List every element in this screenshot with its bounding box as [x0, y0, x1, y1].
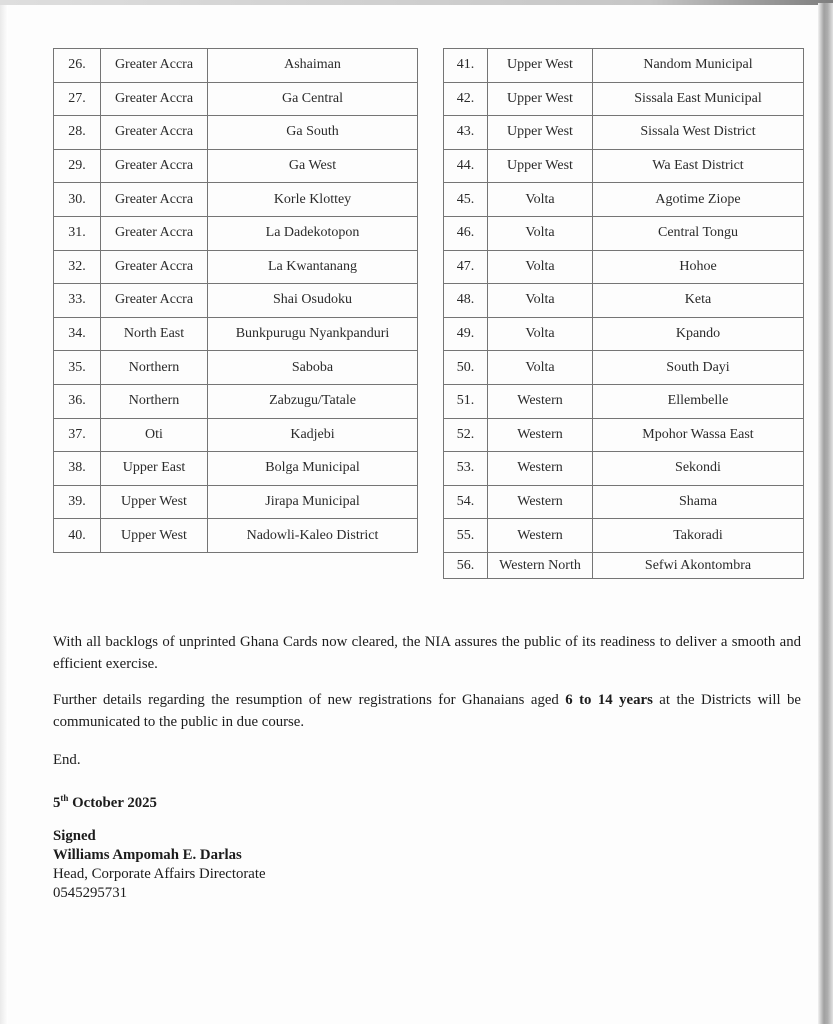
table-row	[444, 82, 804, 116]
table-row	[444, 284, 804, 318]
row-number-cell: 43.	[444, 116, 488, 150]
region-cell: Greater Accra	[101, 82, 208, 116]
region-cell: Volta	[488, 351, 593, 385]
district-cell: Ashaiman	[208, 49, 418, 83]
region-cell: Greater Accra	[101, 149, 208, 183]
district-cell: Ga Central	[208, 82, 418, 116]
row-number-cell: 30.	[54, 183, 101, 217]
row-number-cell: 26.	[54, 49, 101, 83]
region-cell: Western	[488, 384, 593, 418]
row-number-cell: 31.	[54, 216, 101, 250]
district-cell: Ga West	[208, 149, 418, 183]
row-number-cell: 55.	[444, 519, 488, 553]
row-number-cell: 36.	[54, 384, 101, 418]
table-row	[444, 216, 804, 250]
row-number-cell: 29.	[54, 149, 101, 183]
district-cell: Nadowli-Kaleo District	[208, 519, 418, 553]
table-row	[444, 552, 804, 579]
region-cell: Volta	[488, 183, 593, 217]
row-number-cell: 42.	[444, 82, 488, 116]
table-row	[54, 418, 418, 452]
date-month-year: October 2025	[68, 794, 157, 811]
district-cell: Zabzugu/Tatale	[208, 384, 418, 418]
row-number-cell: 38.	[54, 452, 101, 486]
table-row	[444, 49, 804, 83]
row-number-cell: 37.	[54, 418, 101, 452]
region-cell: Western	[488, 452, 593, 486]
row-number-cell: 27.	[54, 82, 101, 116]
date-line	[53, 788, 801, 814]
districts-table-right	[443, 48, 804, 579]
district-cell: Shama	[593, 485, 804, 519]
district-cell: Nandom Municipal	[593, 49, 804, 83]
district-cell: Bunkpurugu Nyankpanduri	[208, 317, 418, 351]
region-cell: Greater Accra	[101, 183, 208, 217]
row-number-cell: 34.	[54, 317, 101, 351]
district-cell: Jirapa Municipal	[208, 485, 418, 519]
table-row	[444, 351, 804, 385]
age-range-emphasis: 6 to 14 years	[565, 692, 653, 708]
region-cell: Upper West	[101, 519, 208, 553]
district-cell: Mpohor Wassa East	[593, 418, 804, 452]
region-cell: Upper West	[101, 485, 208, 519]
district-cell: Sefwi Akontombra	[593, 552, 804, 579]
table-row	[54, 452, 418, 486]
row-number-cell: 53.	[444, 452, 488, 486]
region-cell: Greater Accra	[101, 284, 208, 318]
table-row	[444, 418, 804, 452]
date-ordinal-suffix: th	[60, 793, 69, 803]
signed-label: Signed	[53, 828, 96, 844]
table-row	[54, 519, 418, 553]
district-cell: Hohoe	[593, 250, 804, 284]
table-row	[444, 116, 804, 150]
region-cell: Upper West	[488, 116, 593, 150]
district-cell: Takoradi	[593, 519, 804, 553]
region-cell: Northern	[101, 351, 208, 385]
photo-edge-top	[0, 0, 833, 5]
row-number-cell: 54.	[444, 485, 488, 519]
region-cell: Upper West	[488, 49, 593, 83]
paragraph-text: Further details regarding the resumption of new registrations for Ghanaians aged	[53, 692, 566, 708]
region-cell: Upper East	[101, 452, 208, 486]
row-number-cell: 46.	[444, 216, 488, 250]
table-row	[54, 250, 418, 284]
district-cell: Wa East District	[593, 149, 804, 183]
row-number-cell: 51.	[444, 384, 488, 418]
region-cell: Western North	[488, 552, 593, 579]
table-row	[54, 485, 418, 519]
district-cell: Bolga Municipal	[208, 452, 418, 486]
district-cell: Keta	[593, 284, 804, 318]
district-cell: Korle Klottey	[208, 183, 418, 217]
district-cell: Kpando	[593, 317, 804, 351]
date-day: 5	[53, 794, 61, 811]
row-number-cell: 40.	[54, 519, 101, 553]
row-number-cell: 28.	[54, 116, 101, 150]
signature-block	[53, 827, 801, 903]
region-cell: Greater Accra	[101, 250, 208, 284]
row-number-cell: 56.	[444, 552, 488, 579]
region-cell: Volta	[488, 250, 593, 284]
table-row	[54, 384, 418, 418]
row-number-cell: 33.	[54, 284, 101, 318]
district-cell: La Kwantanang	[208, 250, 418, 284]
table-row	[54, 216, 418, 250]
district-cell: Ga South	[208, 116, 418, 150]
table-row	[444, 317, 804, 351]
table-row	[54, 82, 418, 116]
region-cell: Upper West	[488, 82, 593, 116]
row-number-cell: 41.	[444, 49, 488, 83]
row-number-cell: 50.	[444, 351, 488, 385]
districts-table-left	[53, 48, 418, 553]
region-cell: Volta	[488, 317, 593, 351]
region-cell: Greater Accra	[101, 116, 208, 150]
end-marker: End.	[53, 752, 81, 768]
row-number-cell: 48.	[444, 284, 488, 318]
table-row	[54, 351, 418, 385]
table-row	[54, 284, 418, 318]
table-row	[54, 317, 418, 351]
table-row	[444, 250, 804, 284]
row-number-cell: 47.	[444, 250, 488, 284]
district-cell: Agotime Ziope	[593, 183, 804, 217]
row-number-cell: 49.	[444, 317, 488, 351]
district-cell: Shai Osudoku	[208, 284, 418, 318]
district-cell: Kadjebi	[208, 418, 418, 452]
table-row	[54, 149, 418, 183]
table-row	[444, 183, 804, 217]
table-row	[444, 485, 804, 519]
district-cell: La Dadekotopon	[208, 216, 418, 250]
photo-edge-right	[818, 3, 833, 1024]
table-row	[444, 519, 804, 553]
signatory-name: Williams Ampomah E. Darlas	[53, 847, 242, 863]
table-row	[54, 49, 418, 83]
district-cell: Ellembelle	[593, 384, 804, 418]
district-cell: Saboba	[208, 351, 418, 385]
table-row	[444, 452, 804, 486]
body-paragraph-backlogs: With all backlogs of unprinted Ghana Cards now cleared, the NIA assures the public of its readiness to deliver a smooth and efficient exercise.	[53, 634, 801, 672]
region-cell: Northern	[101, 384, 208, 418]
photo-edge-left	[0, 5, 8, 1024]
row-number-cell: 52.	[444, 418, 488, 452]
region-cell: Western	[488, 485, 593, 519]
row-number-cell: 44.	[444, 149, 488, 183]
table-row	[444, 384, 804, 418]
district-cell: Central Tongu	[593, 216, 804, 250]
row-number-cell: 39.	[54, 485, 101, 519]
table-row	[54, 183, 418, 217]
region-cell: Western	[488, 519, 593, 553]
region-cell: Greater Accra	[101, 49, 208, 83]
district-cell: Sissala West District	[593, 116, 804, 150]
region-cell: Volta	[488, 284, 593, 318]
row-number-cell: 32.	[54, 250, 101, 284]
body-paragraph-further-details	[53, 690, 801, 733]
region-cell: Upper West	[488, 149, 593, 183]
signatory-title: Head, Corporate Affairs Directorate	[53, 866, 266, 882]
region-cell: Oti	[101, 418, 208, 452]
signatory-phone: 0545295731	[53, 885, 127, 901]
region-cell: Western	[488, 418, 593, 452]
region-cell: Greater Accra	[101, 216, 208, 250]
table-row	[444, 149, 804, 183]
region-cell: North East	[101, 317, 208, 351]
table-row	[54, 116, 418, 150]
district-cell: South Dayi	[593, 351, 804, 385]
district-cell: Sissala East Municipal	[593, 82, 804, 116]
row-number-cell: 45.	[444, 183, 488, 217]
row-number-cell: 35.	[54, 351, 101, 385]
region-cell: Volta	[488, 216, 593, 250]
district-cell: Sekondi	[593, 452, 804, 486]
paragraph-text: at the Districts will be communicated to the public in due course.	[53, 692, 802, 730]
